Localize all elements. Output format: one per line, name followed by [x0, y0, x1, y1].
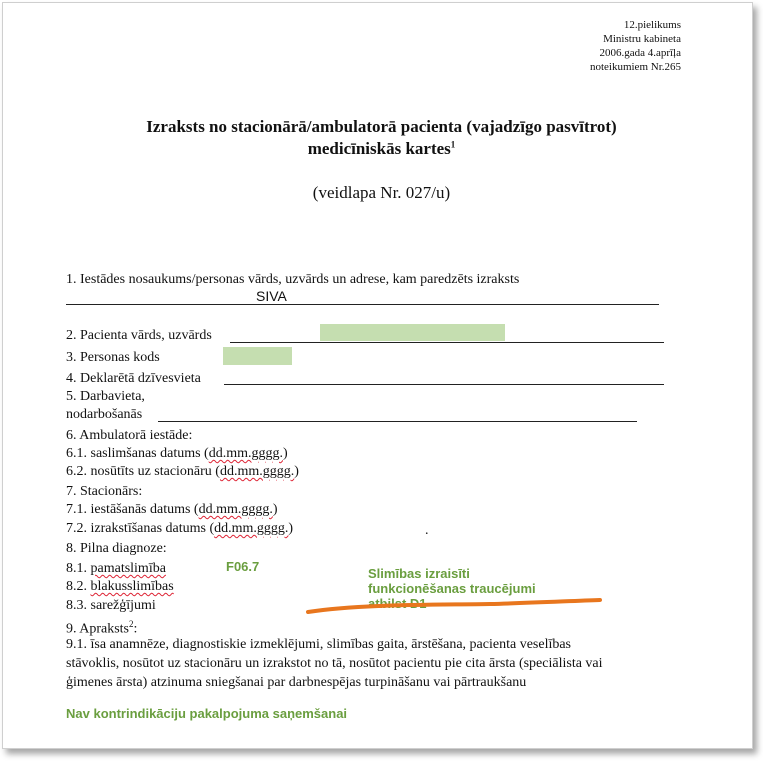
date-format: dd.mm.gggg.: [214, 521, 289, 536]
title-footnote: 1: [450, 139, 456, 150]
field-7-2-label: 7.2. izrakstīšanas datums (: [66, 521, 215, 536]
redacted-personal-code: [223, 347, 292, 365]
document-title-line2: [0, 139, 763, 159]
header-line: 12.pielikums: [623, 19, 681, 31]
field-4-line: [224, 384, 664, 385]
diagnosis-code: F06.7: [226, 559, 260, 574]
field-6-2-label: 6.2. nosūtīts uz stacionāru (: [66, 464, 220, 479]
field-1-line: [66, 304, 659, 305]
field-1-label: 1. Iestādes nosaukums/personas vārds, uzvārds un adrese, kam paredzēts izraksts: [66, 272, 520, 287]
header-line: noteikumiem Nr.265: [589, 61, 681, 73]
field-4-label: 4. Deklarētā dzīvesvieta: [66, 371, 201, 386]
field-8-1-label: pamatslimība: [90, 561, 166, 576]
field-6-1-label: 6.1. saslimšanas datums (: [66, 446, 209, 461]
field-8-2: [66, 578, 174, 596]
field-8-2-label: blakusslimības: [90, 579, 174, 594]
paren: ): [294, 464, 299, 479]
field-7-2: [66, 520, 293, 538]
field-7-1-label: 7.1. iestāšanās datums (: [66, 502, 199, 517]
field-9-footnote: 2: [129, 619, 134, 629]
redacted-name: [320, 324, 505, 341]
field-5-label-b: nodarbošanās: [66, 407, 143, 422]
orange-underline-stroke: [300, 592, 610, 622]
field-2-line: [230, 342, 664, 343]
colon: :: [133, 621, 138, 637]
date-format: dd.mm.gggg.: [219, 464, 295, 479]
field-8-3-label: 8.3. sarežģījumi: [66, 598, 156, 613]
field-5-label-a: 5. Darbavieta,: [66, 389, 145, 404]
field-2-label: 2. Pacienta vārds, uzvārds: [66, 328, 212, 343]
field-7-1: [66, 501, 278, 519]
stray-dot: .: [425, 523, 429, 538]
field-1-value: SIVA: [256, 288, 287, 304]
annotation-line: funkcionēšanas traucējumi: [368, 581, 536, 596]
field-3-label: 3. Personas kods: [66, 350, 160, 365]
header-line: 2006.gada 4.aprīļa: [599, 47, 681, 59]
field-8-1-number: 8.1.: [66, 561, 91, 576]
field-6-1: [66, 445, 288, 463]
form-number: (veidlapa Nr. 027/u): [312, 183, 451, 202]
header-note: [590, 18, 681, 74]
paren: ): [272, 502, 278, 517]
document-title-line1: Izraksts no stacionārā/ambulatorā pacienta (vajadzīgo pasvītrot): [146, 117, 617, 136]
field-9-text: 9. Apraksts: [66, 621, 129, 637]
date-format: dd.mm.gggg.: [198, 502, 273, 517]
field-9-1-line3: ģimenes ārsta) atzinuma sniegšanai par darbnespējas turpināšanu vai pārtraukšanu: [66, 675, 527, 690]
field-8-2-number: 8.2.: [66, 579, 91, 594]
field-9-1-line2: stāvoklis, nosūtot uz stacionāru un izrakstot no tā, nosūtot pacientu pie cita ārsta (speciālista vai: [66, 656, 603, 671]
field-6-2: [66, 463, 299, 481]
paren: ): [283, 446, 288, 461]
field-5-line: [158, 421, 637, 422]
annotation-line: atbilst D1: [368, 596, 427, 611]
title-text: medicīniskās kartes: [307, 139, 451, 158]
date-format: dd.mm.gggg.: [208, 446, 283, 461]
footer-note: Nav kontrindikāciju pakalpojuma saņemšanai: [66, 706, 348, 721]
header-line: Ministru kabineta: [603, 33, 681, 45]
annotation-line: Slimības izraisīti: [368, 566, 470, 581]
paren: ): [288, 521, 294, 536]
field-7-label: 7. Stacionārs:: [66, 484, 143, 499]
field-6-label: 6. Ambulatorā iestāde:: [66, 428, 193, 443]
field-8-1: [66, 560, 166, 578]
field-9-1-line1: 9.1. īsa anamnēze, diagnostiskie izmeklējumi, slimības gaita, ārstēšana, pacienta veselības: [66, 637, 572, 652]
field-8-label: 8. Pilna diagnoze:: [66, 541, 167, 556]
